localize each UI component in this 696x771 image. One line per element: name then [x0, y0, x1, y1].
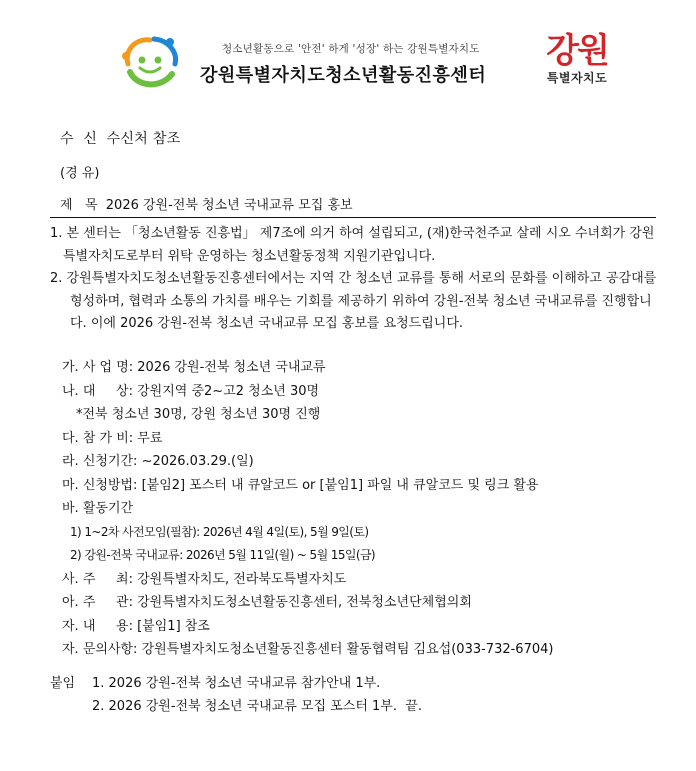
item-inquiry: 자. 문의사항: 강원특별자치도청소년활동진흥센터 활동협력팀 김요섭(033-732-6704): [62, 642, 554, 657]
document-body: [50, 223, 660, 336]
brand-sub-text: 특별자치도: [546, 71, 608, 85]
attachments: [50, 672, 422, 718]
subject-divider: [50, 217, 656, 218]
item-activity-period: 바. 활동기간: [62, 501, 134, 516]
paragraph-2: 2. 강원특별자치도청소년활동진흥센터에서는 지역 간 청소년 교류를 통해 서로의 문화를 이해하고 공감대를 형성하며, 협력과 소통의 가치를 배우는 기회를 제공하기 위하여 강원-전북 청소년 국내교류를 진행합니다. 이에 2026 강원-전북 청소년 국내교류 모집 홍보를 요청드립니다.: [50, 271, 657, 331]
document-header: [0, 0, 696, 110]
attachment-row-2: [50, 695, 422, 718]
attachment-label: 붙임: [50, 676, 76, 691]
item-exchange-dates: [62, 544, 662, 568]
exchange-dates-text: 2) 강원-전북 국내교류: 2026년 5월 11일(월) ~ 5월 15일(금): [70, 548, 376, 562]
item-project-name: 가. 사 업 명: 2026 강원-전북 청소년 국내교류: [62, 360, 326, 375]
brand-main-text: 강원: [546, 31, 608, 71]
youth-center-logo-icon: [120, 34, 182, 92]
organization-name: 강원특별자치도청소년활동진흥센터: [200, 65, 487, 86]
attachment-2: 2. 2026 강원-전북 청소년 국내교류 모집 포스터 1부. 끝.: [92, 699, 422, 714]
item-target-note: *전북 청소년 30명, 강원 청소년 30명 진행: [76, 407, 321, 422]
pre-meeting-text: 1) 1~2차 사전모임(필참): 2026년 4월 4일(토), 5월 9일(토): [70, 524, 369, 539]
via-line: (경 유): [60, 166, 100, 181]
item-pre-meeting: [62, 521, 662, 545]
recipient-line: 수 신 수신처 참조: [60, 131, 181, 147]
item-fee: 다. 참 가 비: 무료: [62, 430, 163, 446]
detail-items: [62, 356, 662, 662]
item-application-period: 라. 신청기간: ~2026.03.29.(일): [62, 454, 254, 469]
slogan: 청소년활동으로 '안전' 하게 '성장' 하는 강원특별자치도: [222, 43, 480, 55]
paragraph-1: 1. 본 센터는 「청소년활동 진흥법」 제7조에 의거 하여 설립되고, (재)한국천주교 살레 시오 수녀회가 강원특별자치도로부터 위탁 운영하는 청소년활동정책 지원기관입니다.: [50, 226, 655, 264]
item-host: 사. 주 최: 강원특별자치도, 전라북도특별자치도: [62, 571, 347, 587]
subject-line: 제 목 2026 강원-전북 청소년 국내교류 모집 홍보: [60, 198, 353, 213]
item-target: 나. 대 상: 강원지역 중2~고2 청소년 30명: [62, 383, 320, 399]
attachment-1: 1. 2026 강원-전북 청소년 국내교류 참가안내 1부.: [92, 676, 381, 691]
attachment-row-1: [50, 672, 422, 695]
gangwon-brand-logo: [542, 32, 612, 86]
item-content: 자. 내 용: [붙임1] 참조: [62, 618, 210, 634]
item-organizer: 아. 주 관: 강원특별자치도청소년활동진흥센터, 전북청소년단체협의회: [62, 595, 472, 610]
item-application-method: 마. 신청방법: [붙임2] 포스터 내 큐알코드 or [붙임1] 파일 내 큐알코드 및 링크 활용: [62, 477, 539, 493]
